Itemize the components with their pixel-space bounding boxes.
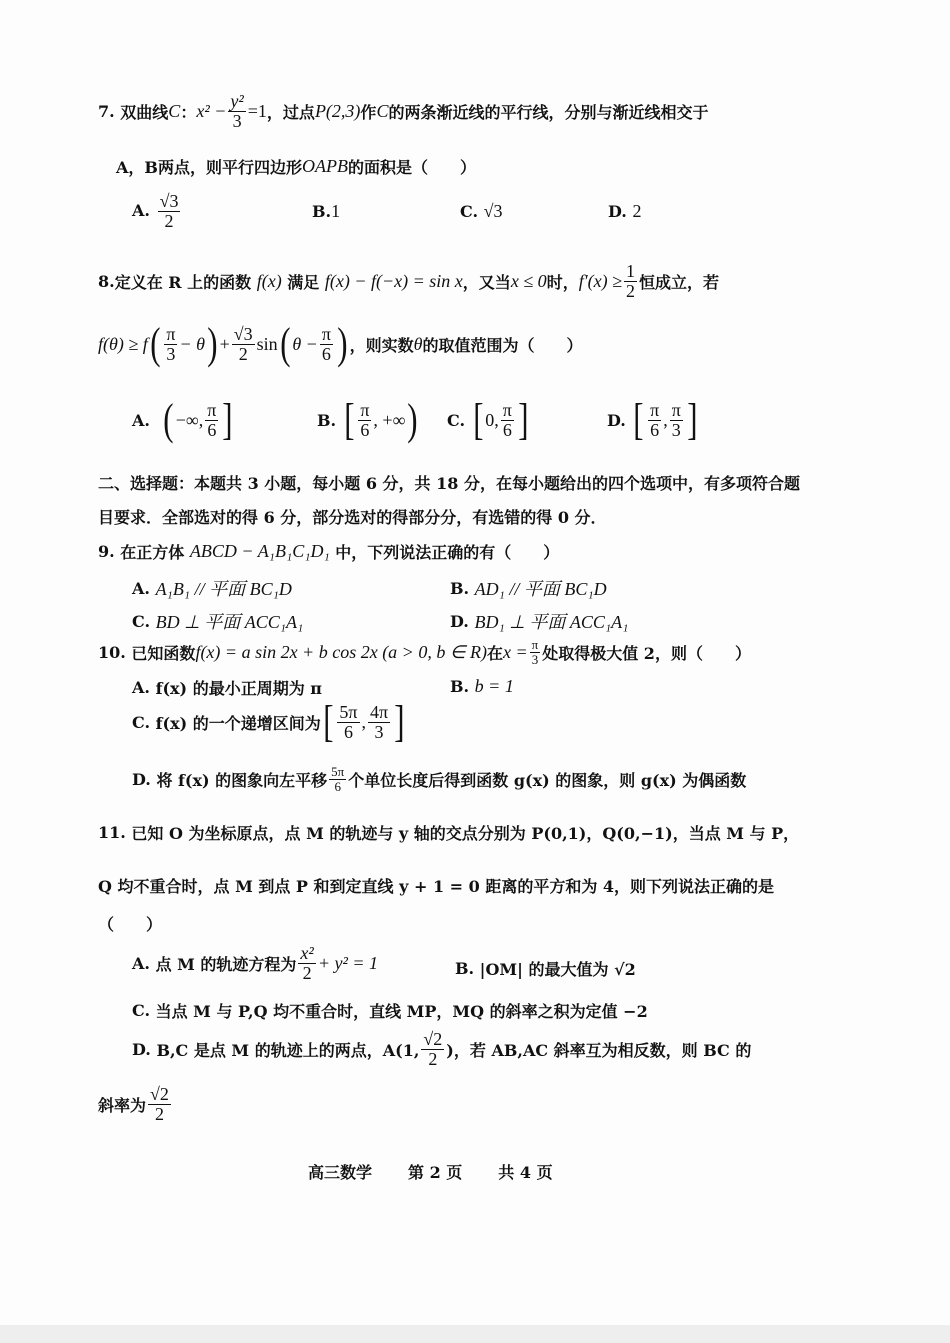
option-d: D. [ $\frac{\pi}{6}$ , $\frac{\pi}{3}$ ] [607, 395, 698, 444]
q11-option-c [132, 999, 648, 1022]
option-value: 2 [632, 200, 642, 221]
fraction [358, 401, 371, 440]
option-text: 个单位长度后得到函数 g(x) 的图象，则 g(x) 为偶函数 [348, 770, 747, 790]
section2-line1: 二、选择题：本题共 3 小题，每小题 6 分，共 18 分，在每小题给出的四个选项中，有多项符合题 [98, 474, 800, 493]
option-d [608, 201, 641, 222]
q10-option-d [132, 765, 746, 793]
question-number: 8. [98, 271, 115, 291]
text: 恒成立，若 [639, 272, 720, 292]
text: 在 [487, 643, 504, 663]
numerator: 5π [331, 764, 345, 779]
math: f(x) = a sin 2x + b cos 2x (a > 0, b ∈ R) [195, 641, 487, 662]
fraction [421, 1030, 444, 1069]
q7-options [132, 192, 692, 231]
q11-option-a [132, 944, 378, 983]
denominator: 2 [238, 343, 248, 364]
option-label: D. [450, 611, 469, 631]
q9-option-b [450, 575, 607, 601]
option-label: B. [317, 410, 337, 430]
math: , [663, 409, 668, 430]
math: C [376, 100, 389, 121]
q9-option-d [450, 608, 628, 634]
denominator: 3 [374, 721, 384, 742]
fraction [368, 703, 390, 742]
option-label: A. [132, 578, 150, 598]
option-label: C. [447, 410, 466, 430]
question-number: 7. [98, 101, 115, 121]
q10-option-a [132, 676, 322, 699]
math: − θ [179, 333, 205, 354]
q7-line2 [116, 155, 476, 178]
q11-line2: Q 均不重合时，点 M 到点 P 和到定直线 y + 1 = 0 距离的平方和为 4，则下列说法正确的是 [98, 877, 775, 896]
fraction [329, 765, 346, 793]
denominator: 3 [166, 343, 176, 364]
q10-option-c: C. f(x) 的一个递增区间为 [ $\frac{5\pi}{6}$ , $\frac{4\pi}{3}$ ] [132, 697, 405, 746]
math: OAPB [301, 156, 348, 176]
text: ： [180, 102, 197, 122]
option-label: D. [132, 769, 151, 789]
option-text: AD₁ // 平面 BC₁D [474, 579, 607, 599]
option-text: BD₁ ⊥ 平面 ACC₁A₁ [474, 612, 629, 632]
text: 已知函数 [131, 643, 196, 663]
q9-option-c [132, 608, 303, 634]
denominator: 6 [343, 721, 353, 742]
text: 在正方体 [120, 543, 185, 562]
math: f(x) − f(−x) = sin x [324, 270, 463, 291]
q10-option-b [450, 676, 514, 697]
fraction [164, 325, 177, 364]
option-label: C. [132, 712, 151, 732]
fraction [148, 1085, 171, 1124]
option-text: )，若 AB,AC 斜率互为相反数，则 BC 的 [446, 1040, 752, 1060]
q11-option-d [132, 1030, 751, 1069]
option-text: f(x) 的一个递增区间为 [155, 713, 321, 733]
option-b: B. [ $\frac{\pi}{6}$ , +∞ ) [317, 395, 418, 444]
q9-stem [98, 540, 559, 563]
option-text: 将 f(x) 的图象向左平移 [156, 770, 328, 790]
fraction [624, 262, 637, 301]
option-label: A. [132, 953, 150, 973]
fraction [158, 192, 181, 231]
option-b [312, 201, 460, 222]
q8-line1 [98, 262, 719, 301]
numerator: π [650, 399, 660, 420]
numerator: 1 [626, 261, 635, 281]
text: 时， [546, 272, 579, 292]
text: 的面积是（ ） [347, 158, 476, 177]
numerator: π [321, 323, 331, 344]
denominator: 6 [334, 778, 341, 794]
option-text: BD ⊥ 平面 ACC₁A₁ [155, 612, 304, 632]
math: =1 [247, 100, 267, 121]
option-value: 1 [331, 200, 341, 221]
text: 的两条渐近线的平行线，分别与渐近线相交于 [388, 102, 709, 122]
fraction [320, 325, 333, 364]
option-label: A. [132, 678, 150, 697]
numerator: π [671, 399, 681, 420]
option-label: A. [132, 410, 150, 430]
fraction [298, 944, 315, 983]
q7-line1 [98, 92, 708, 131]
denominator: 2 [164, 210, 174, 231]
fraction [228, 92, 245, 131]
q11-option-b [455, 957, 636, 980]
text: 处取得极大值 2，则（ ） [542, 643, 751, 663]
numerator: √3 [159, 191, 179, 211]
option-label: B. [455, 959, 475, 978]
option-c [460, 201, 608, 222]
math: θ − [292, 333, 318, 354]
option-label: B. [312, 201, 332, 221]
numerator: √3 [233, 323, 253, 344]
denominator: 2 [626, 280, 635, 301]
text: 双曲线 [120, 102, 169, 122]
numerator: √2 [423, 1029, 443, 1049]
option-a [132, 192, 312, 231]
q8-options [132, 395, 699, 444]
text: A，B两点，则平行四边形 [116, 158, 302, 177]
text: ，则实数 [349, 335, 414, 355]
denominator: 3 [232, 110, 242, 131]
numerator: x² [300, 943, 314, 963]
numerator: √2 [150, 1084, 169, 1104]
fraction [648, 401, 661, 440]
q9-option-a [132, 575, 292, 601]
text: 已知 O 为坐标原点，点 M 的轨迹与 y 轴的交点分别为 P(0,1)，Q(0,−1)，当点 M 与 P， [131, 824, 800, 843]
text: 作 [360, 102, 377, 122]
q11-line1 [98, 821, 799, 844]
math: x² − [196, 100, 227, 121]
option-a: A. ( −∞, $\frac{\pi}{6}$ ] [132, 395, 233, 444]
math: + y² = 1 [317, 952, 378, 973]
math: f(x) [256, 270, 282, 291]
denominator: 6 [502, 419, 512, 440]
denominator: 2 [428, 1048, 438, 1069]
option-label: C. [132, 611, 151, 631]
text: 的取值范围为（ ） [422, 335, 583, 355]
option-text: A₁B₁ // 平面 BC₁D [155, 579, 292, 599]
option-label: A. [132, 200, 150, 220]
option-label: C. [132, 1001, 151, 1020]
option-label: D. [608, 201, 627, 221]
text: 满足 [287, 272, 320, 292]
q11-line3: （ ） [98, 915, 163, 934]
denominator: 3 [531, 651, 539, 667]
numerator: π [207, 399, 217, 420]
math: , +∞ [373, 409, 406, 430]
page-footer [308, 1160, 553, 1183]
option-c: C. [ 0, $\frac{\pi}{6}$ ] [447, 395, 529, 444]
math: + [219, 333, 230, 354]
footer-page: 第 2 页 [408, 1163, 463, 1182]
q10-stem [98, 638, 751, 666]
numerator: π [502, 399, 512, 420]
math: , [361, 711, 366, 732]
denominator: 6 [321, 343, 331, 364]
math: −∞, [175, 409, 204, 430]
footer-subject: 高三数学 [308, 1163, 373, 1182]
math: θ [413, 333, 423, 354]
numerator: π [360, 399, 370, 420]
numerator: 4π [370, 701, 389, 722]
option-text: b = 1 [474, 676, 514, 696]
option-label: D. [132, 1039, 151, 1059]
denominator: 2 [154, 1103, 164, 1124]
denominator: 6 [207, 419, 217, 440]
fraction [232, 325, 255, 364]
q8-line2: f(θ) ≥ f ( $\frac{\pi}{3}$ − θ ) + $\frac{√3}{2}$ sin ( θ − $\frac{\pi}{6}$ ) ，则实数 θ 的取值范围为（ ） [98, 319, 583, 368]
question-number: 10. [98, 642, 126, 662]
denominator: 6 [360, 419, 370, 440]
denominator: 3 [671, 419, 681, 440]
math: ABCD − A₁B₁C₁D₁ [189, 541, 330, 561]
text: 中，下列说法正确的有（ ） [335, 543, 560, 562]
math: sin [256, 333, 278, 354]
scan-edge [0, 1325, 950, 1343]
option-label: B. [450, 578, 470, 598]
text: 斜率为 [98, 1095, 147, 1115]
footer-total: 共 4 页 [498, 1163, 553, 1182]
option-text: f(x) 的最小正周期为 π [155, 679, 322, 698]
math: P(2,3) [314, 100, 361, 121]
fraction [501, 401, 514, 440]
denominator: 6 [650, 419, 660, 440]
section2-line2: 目要求．全部选对的得 6 分，部分选对的得部分分，有选错的得 0 分． [98, 508, 607, 527]
text: ，又当 [462, 272, 511, 292]
math: 0, [485, 409, 499, 430]
option-text: 当点 M 与 P,Q 均不重合时，直线 MP，MQ 的斜率之积为定值 −2 [155, 1002, 648, 1021]
math: C [168, 100, 181, 121]
option-label: C. [460, 201, 479, 221]
option-value: √3 [483, 200, 503, 221]
text: 定义在 R 上的函数 [114, 272, 252, 292]
numerator: 5π [339, 701, 358, 722]
fraction [530, 638, 541, 666]
math: x = [503, 641, 528, 662]
math: x ≤ 0 [510, 270, 547, 291]
fraction [670, 401, 683, 440]
option-text: 点 M 的轨迹方程为 [155, 954, 297, 974]
numerator: π [166, 323, 176, 344]
q11-option-d-cont [98, 1085, 173, 1124]
option-label: D. [607, 410, 626, 430]
fraction [205, 401, 218, 440]
text: ，过点 [266, 102, 315, 122]
question-number: 11. [98, 823, 126, 842]
option-text: B,C 是点 M 的轨迹上的两点，A(1, [156, 1040, 420, 1060]
numerator: π [531, 637, 539, 652]
denominator: 2 [302, 962, 312, 983]
fraction [337, 703, 359, 742]
option-text: |OM| 的最大值为 √2 [479, 960, 636, 979]
math: f′(x) ≥ [578, 270, 622, 291]
option-label: B. [450, 677, 470, 696]
math: f(θ) ≥ f [98, 333, 148, 354]
question-number: 9. [98, 542, 115, 561]
numerator: y² [230, 91, 244, 111]
